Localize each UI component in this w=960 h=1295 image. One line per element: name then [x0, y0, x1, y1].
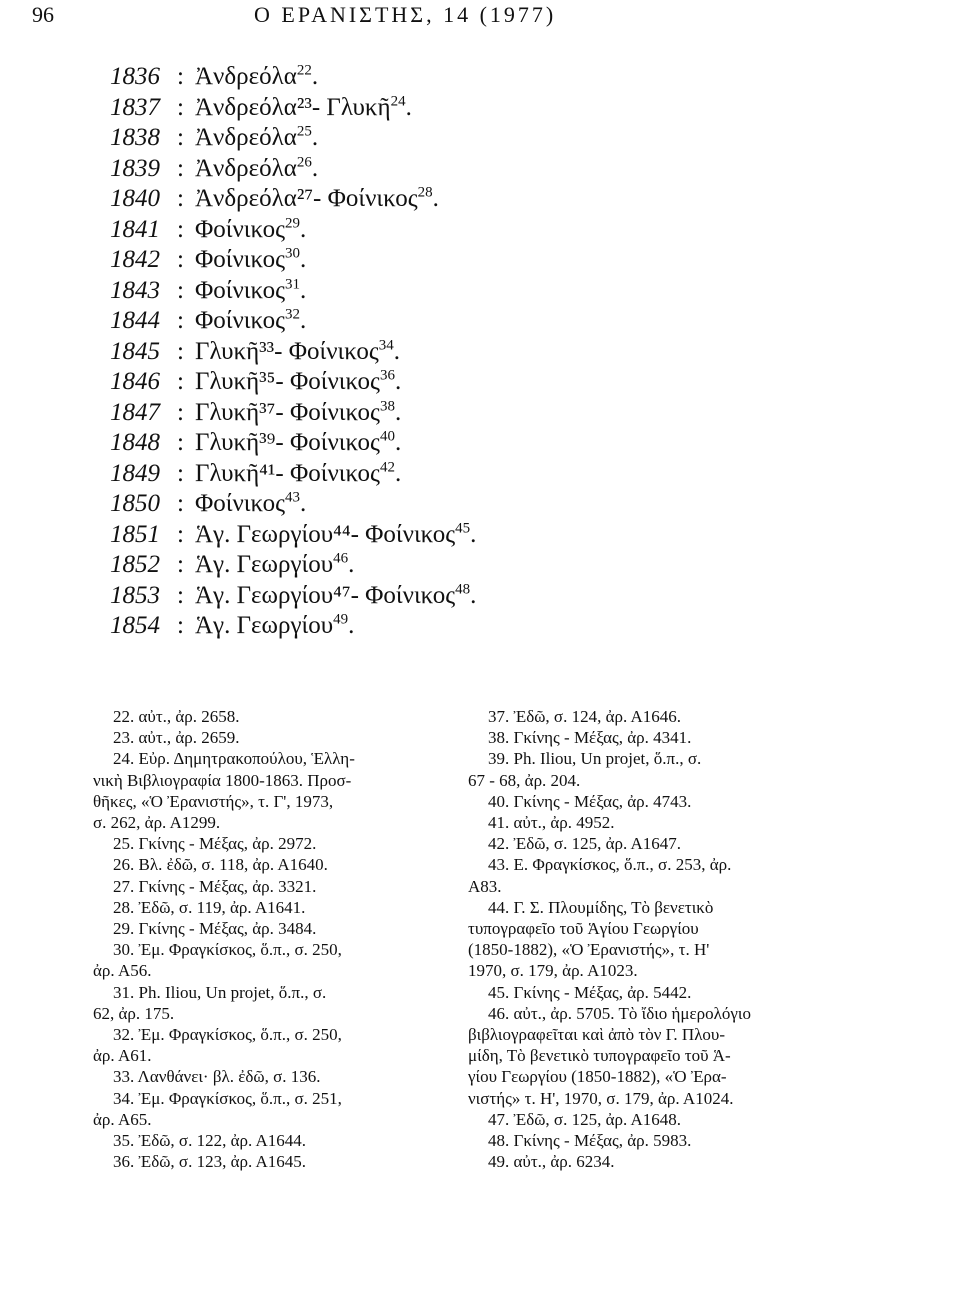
footnotes-left-column	[93, 706, 423, 1172]
entry-tail: .	[470, 581, 477, 609]
footnote-ref: 43	[284, 489, 300, 506]
entry-text: Ἀνδρεόλα	[195, 63, 297, 90]
footnote-ref: 24	[390, 93, 406, 110]
entry-year: 1843	[110, 276, 160, 304]
entry-colon: :	[177, 307, 184, 334]
footnote-line: τυπογραφεῖο τοῦ Ἁγίου Γεωργίου	[468, 919, 699, 939]
footnote-ref: 49	[333, 611, 349, 628]
entry-text: Φοίνικος	[195, 490, 285, 517]
entry-colon: :	[177, 215, 184, 243]
footnote-ref: 45	[455, 520, 471, 537]
entry-colon: :	[177, 398, 184, 426]
entry-colon: :	[177, 124, 184, 151]
footnote-ref: 26	[296, 154, 312, 171]
entry-colon: :	[177, 612, 184, 639]
footnote-line: 30. Ἐμ. Φραγκίσκος, ὅ.π., σ. 250,	[113, 940, 342, 960]
entry-year: 1848	[110, 429, 160, 456]
entry-text: Φοίνικος	[195, 246, 285, 273]
year-entry	[110, 367, 730, 398]
entry-colon: :	[177, 63, 184, 90]
footnote-line: 37. Ἐδῶ, σ. 124, ἀρ. Α1646.	[488, 707, 682, 726]
year-entry	[110, 428, 730, 459]
footnote-line: 32. Ἐμ. Φραγκίσκος, ὅ.π., σ. 250,	[113, 1025, 342, 1045]
footnote-line: 40. Γκίνης - Μέξας, ἀρ. 4743.	[488, 791, 692, 811]
entry-tail: .	[394, 459, 402, 487]
footnote-line: 39. Ph. Iliou, Un projet, ὅ.π., σ.	[488, 749, 702, 769]
footnote-line: 33. Λανθάνει· βλ. ἐδῶ, σ. 136.	[113, 1067, 321, 1087]
footnote-line: 45. Γκίνης - Μέξας, ἀρ. 5442.	[488, 982, 692, 1002]
footnote-line: (1850-1882), «Ὁ Ἐρανιστής», τ. Η'	[468, 940, 710, 960]
year-entry	[110, 276, 730, 307]
entry-colon: :	[177, 551, 184, 578]
year-entry	[110, 337, 730, 368]
footnote-ref: 32	[284, 306, 300, 323]
entry-year: 1841	[110, 215, 160, 243]
entry-text: Ἀνδρεόλα²³- Γλυκῆ	[195, 93, 391, 121]
entry-colon: :	[177, 246, 184, 273]
entry-tail: .	[348, 551, 355, 578]
entry-tail: .	[299, 307, 307, 334]
year-entry	[110, 245, 730, 276]
entry-text: Ἀνδρεόλα	[195, 154, 297, 182]
entry-text: Γλυκῆ³⁵- Φοίνικος	[195, 368, 380, 395]
entry-year: 1840	[110, 185, 160, 212]
entry-year: 1837	[110, 93, 160, 121]
year-entry	[110, 611, 730, 642]
footnote-ref: 31	[284, 276, 300, 293]
footnote-line: 27. Γκίνης - Μέξας, ἀρ. 3321.	[113, 876, 317, 896]
entry-text: Φοίνικος	[195, 276, 285, 304]
footnote-line: 24. Εὐρ. Δημητρακοπούλου, Ἑλλη-	[113, 749, 355, 769]
footnote-line: 22. αὐτ., ἀρ. 2658.	[113, 707, 240, 726]
footnote-line: νιστής» τ. Η', 1970, σ. 179, ἀρ. Α1024.	[468, 1088, 734, 1108]
footnote-line: 23. αὐτ., ἀρ. 2659.	[113, 728, 240, 748]
footnote-line: 44. Γ. Σ. Πλουμίδης, Τὸ βενετικὸ	[488, 897, 714, 917]
footnote-ref: 36	[379, 367, 395, 384]
entry-text: Γλυκῆ⁴¹- Φοίνικος	[195, 459, 380, 487]
entry-colon: :	[177, 368, 184, 395]
entry-tail: .	[394, 368, 402, 395]
footnote-line: 35. Ἐδῶ, σ. 122, ἀρ. Α1644.	[113, 1131, 307, 1151]
footnote-line: 43. Ε. Φραγκίσκος, ὅ.π., σ. 253, ἀρ.	[488, 855, 732, 875]
footnote-line: 41. αὐτ., ἀρ. 4952.	[488, 813, 615, 833]
year-list	[110, 62, 730, 642]
footnote-line: 26. Βλ. ἐδῶ, σ. 118, ἀρ. Α1640.	[113, 855, 328, 875]
footnote-line: 1970, σ. 179, ἀρ. Α1023.	[468, 961, 638, 981]
footnote-line: 31. Ph. Iliou, Un projet, ὅ.π., σ.	[113, 982, 327, 1002]
year-entry	[110, 93, 730, 124]
entry-year: 1839	[110, 154, 160, 182]
entry-year: 1854	[110, 612, 160, 639]
year-entry	[110, 398, 730, 429]
entry-year: 1845	[110, 337, 160, 365]
running-header	[32, 2, 910, 32]
footnote-line: βιβλιογραφεῖται καὶ ἀπὸ τὸν Γ. Πλου-	[468, 1025, 726, 1045]
year-entry	[110, 550, 730, 581]
footnote-line: ἀρ. Α65.	[93, 1109, 152, 1129]
entry-colon: :	[177, 337, 184, 365]
footnote-line: 46. αὐτ., ἀρ. 5705. Τὸ ἴδιο ἡμερολόγιο	[488, 1003, 751, 1023]
entry-tail: .	[393, 337, 400, 365]
footnote-line: θῆκες, «Ὁ Ἐρανιστής», τ. Γ', 1973,	[93, 791, 334, 811]
entry-text: Ἀνδρεόλα	[195, 124, 297, 151]
entry-colon: :	[177, 154, 184, 182]
entry-colon: :	[177, 459, 184, 487]
entry-tail: .	[405, 93, 412, 121]
entry-year: 1851	[110, 520, 160, 548]
footnote-line: Α83.	[468, 876, 502, 896]
entry-text: Φοίνικος	[195, 307, 285, 334]
entry-text: Ἁγ. Γεωργίου⁴⁷- Φοίνικος	[195, 581, 456, 609]
journal-title: Ο ΕΡΑΝΙΣΤΗΣ, 14 (1977)	[254, 2, 557, 27]
entry-tail: .	[311, 63, 319, 90]
entry-text: Ἁγ. Γεωργίου	[195, 551, 334, 578]
entry-colon: :	[177, 520, 184, 548]
footnote-line: 34. Ἐμ. Φραγκίσκος, ὅ.π., σ. 251,	[113, 1088, 342, 1108]
year-entry	[110, 520, 730, 551]
entry-text: Γλυκῆ³⁷- Φοίνικος	[195, 398, 380, 426]
entry-tail: .	[299, 490, 307, 517]
footnote-line: σ. 262, ἀρ. Α1299.	[93, 813, 221, 833]
footnote-ref: 34	[378, 337, 394, 354]
footnote-line: 48. Γκίνης - Μέξας, ἀρ. 5983.	[488, 1131, 692, 1151]
year-entry	[110, 154, 730, 185]
footnote-line: 25. Γκίνης - Μέξας, ἀρ. 2972.	[113, 834, 317, 854]
entry-text: Ἀνδρεόλα²⁷- Φοίνικος	[195, 185, 418, 212]
year-entry	[110, 489, 730, 520]
year-entry	[110, 62, 730, 93]
entry-tail: .	[299, 246, 307, 273]
entry-year: 1852	[110, 551, 160, 578]
footnote-line: 47. Ἐδῶ, σ. 125, ἀρ. Α1648.	[488, 1109, 682, 1129]
footnotes-right-column	[468, 706, 833, 1172]
entry-tail: .	[311, 154, 319, 182]
footnote-line: 49. αὐτ., ἀρ. 6234.	[488, 1152, 615, 1172]
page-number: 96	[32, 2, 54, 27]
footnote-line: 28. Ἐδῶ, σ. 119, ἀρ. Α1641.	[113, 897, 306, 917]
footnote-ref: 30	[284, 245, 300, 262]
footnote-line: 29. Γκίνης - Μέξας, ἀρ. 3484.	[113, 919, 317, 939]
entry-year: 1850	[110, 490, 160, 517]
footnote-ref: 25	[296, 123, 312, 140]
year-entry	[110, 215, 730, 246]
entry-tail: .	[348, 612, 355, 639]
footnote-ref: 42	[379, 459, 395, 476]
entry-colon: :	[177, 185, 184, 212]
footnote-line: νικὴ Βιβλιογραφία 1800-1863. Προσ-	[93, 770, 352, 790]
footnote-ref: 40	[379, 428, 395, 445]
footnote-ref: 28	[417, 184, 433, 201]
entry-year: 1846	[110, 368, 160, 395]
entry-text: Ἁγ. Γεωργίου	[195, 612, 334, 639]
footnote-ref: 22	[296, 62, 312, 79]
entry-tail: .	[394, 429, 402, 456]
entry-tail: .	[299, 276, 307, 304]
entry-tail: .	[394, 398, 402, 426]
footnote-line: 36. Ἐδῶ, σ. 123, ἀρ. Α1645.	[113, 1152, 307, 1172]
entry-colon: :	[177, 93, 184, 121]
footnote-ref: 38	[379, 398, 395, 415]
footnote-ref: 48	[455, 581, 471, 598]
entry-text: Ἁγ. Γεωργίου⁴⁴- Φοίνικος	[195, 520, 456, 548]
year-entry	[110, 306, 730, 337]
footnote-ref: 29	[284, 215, 300, 232]
entry-year: 1853	[110, 581, 160, 609]
year-entry	[110, 581, 730, 612]
footnote-line: μίδη, Τὸ βενετικὸ τυπογραφεῖο τοῦ Ἁ-	[468, 1046, 731, 1066]
entry-tail: .	[470, 520, 477, 548]
year-entry	[110, 123, 730, 154]
footnote-line: 62, ἀρ. 175.	[93, 1003, 175, 1023]
entry-year: 1838	[110, 124, 160, 151]
entry-tail: .	[432, 185, 439, 212]
entry-tail: .	[299, 215, 307, 243]
entry-year: 1842	[110, 246, 160, 273]
entry-text: Φοίνικος	[195, 215, 285, 243]
entry-year: 1844	[110, 307, 160, 334]
footnote-line: γίου Γεωργίου (1850-1882), «Ὁ Ἐρα-	[468, 1067, 727, 1087]
entry-colon: :	[177, 581, 184, 609]
entry-text: Γλυκῆ³³- Φοίνικος	[195, 337, 379, 365]
footnote-line: 38. Γκίνης - Μέξας, ἀρ. 4341.	[488, 728, 692, 748]
footnote-line: ἀρ. Α61.	[93, 1046, 152, 1066]
entry-year: 1849	[110, 459, 160, 487]
entry-year: 1847	[110, 398, 160, 426]
footnote-line: ἀρ. Α56.	[93, 961, 152, 981]
entry-text: Γλυκῆ³⁹- Φοίνικος	[195, 429, 380, 456]
entry-year: 1836	[110, 63, 160, 90]
year-entry	[110, 459, 730, 490]
entry-colon: :	[177, 276, 184, 304]
entry-colon: :	[177, 490, 184, 517]
entry-colon: :	[177, 429, 184, 456]
year-entry	[110, 184, 730, 215]
footnote-line: 42. Ἐδῶ, σ. 125, ἀρ. Α1647.	[488, 834, 682, 854]
footnote-ref: 46	[333, 550, 349, 567]
footnote-line: 67 - 68, ἀρ. 204.	[468, 770, 581, 790]
entry-tail: .	[311, 124, 319, 151]
